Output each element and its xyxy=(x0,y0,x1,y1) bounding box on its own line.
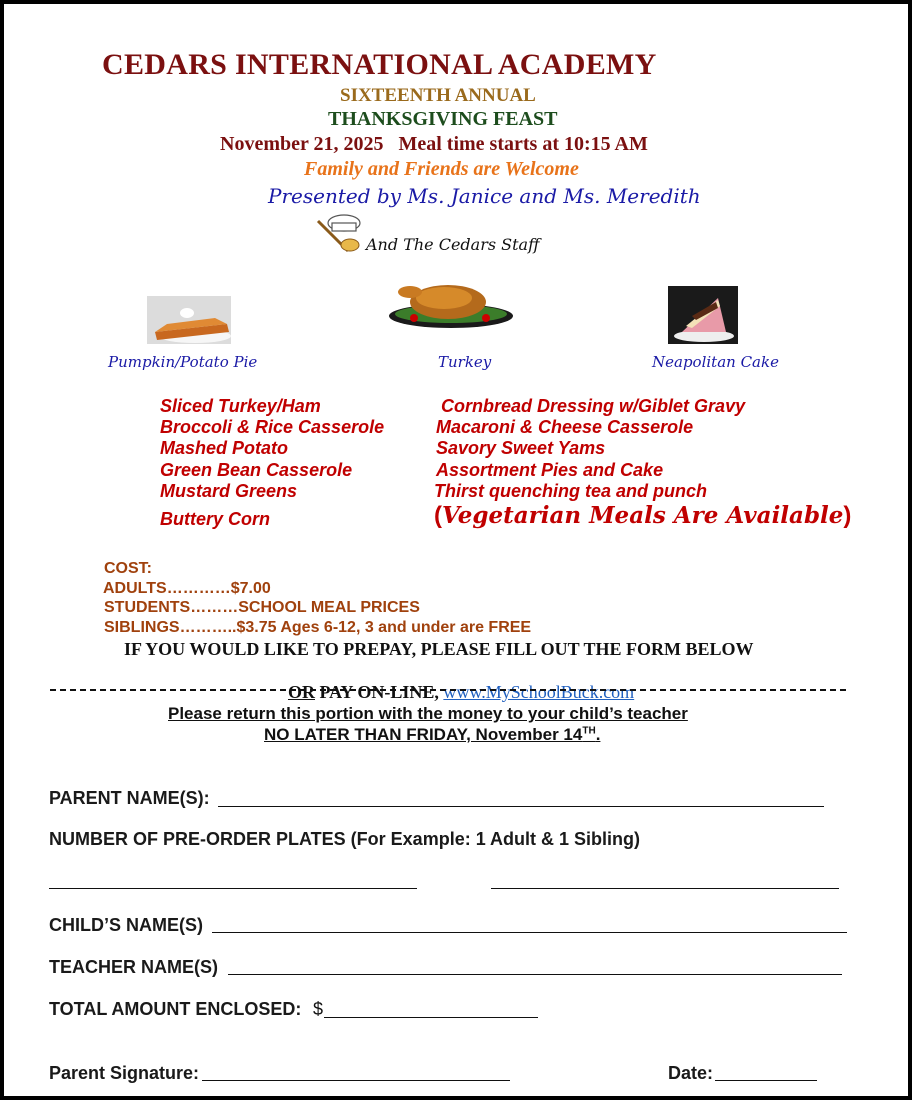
menu-item: Cornbread Dressing w/Giblet Gravy xyxy=(441,396,746,416)
child-name-label: CHILD’S NAME(S) xyxy=(49,915,203,935)
teacher-name-label: TEACHER NAME(S) xyxy=(49,957,218,977)
parent-signature-field[interactable] xyxy=(202,1080,510,1081)
menu-item: Assortment Pies and Cake xyxy=(436,460,664,480)
menu-item: Sliced Turkey/Ham xyxy=(160,396,321,416)
turkey-caption: Turkey xyxy=(438,353,492,371)
child-name-field[interactable] xyxy=(212,932,847,933)
total-amount-field[interactable] xyxy=(324,1017,538,1018)
plates-label: NUMBER OF PRE-ORDER PLATES (For Example: 1 Adult & 1 Sibling) xyxy=(49,829,641,849)
menu-item: Thirst quenching tea and punch xyxy=(434,481,708,501)
cost-siblings: SIBLINGS………..$3.75 Ages 6-12, 3 and under are FREE xyxy=(104,619,532,636)
deadline-superscript: TH xyxy=(582,725,596,737)
vegetarian-close-paren: ) xyxy=(843,502,852,529)
date-field[interactable] xyxy=(715,1080,817,1081)
menu-item: Macaroni & Cheese Casserole xyxy=(436,417,694,437)
welcome-text: Family and Friends are Welcome xyxy=(304,158,579,180)
edition-title: SIXTEENTH ANNUAL xyxy=(340,85,536,106)
deadline-period: . xyxy=(595,725,601,744)
menu-item: Green Bean Casserole xyxy=(160,460,353,480)
parent-name-field[interactable] xyxy=(218,806,824,807)
cost-adults: ADULTS…………$7.00 xyxy=(103,580,271,597)
staff-text: And The Cedars Staff xyxy=(366,235,540,254)
plates-field-left[interactable] xyxy=(49,888,417,889)
menu-item: Mashed Potato xyxy=(160,438,289,458)
menu-item: Broccoli & Rice Casserole xyxy=(160,417,385,437)
return-deadline xyxy=(264,725,600,745)
date-label: Date: xyxy=(668,1063,714,1083)
or-text: OR xyxy=(288,682,315,702)
event-title: THANKSGIVING FEAST xyxy=(328,108,558,130)
parent-signature-label: Parent Signature: xyxy=(49,1063,200,1083)
menu-item: Buttery Corn xyxy=(160,509,271,529)
plates-field-right[interactable] xyxy=(491,888,839,889)
cut-line-divider xyxy=(50,689,846,691)
total-amount-label: TOTAL AMOUNT ENCLOSED: xyxy=(49,999,302,1019)
turkey-image xyxy=(386,278,516,330)
return-instruction: Please return this portion with the money to your child’s teacher xyxy=(168,704,688,723)
neapolitan-cake-image xyxy=(668,286,738,344)
pumpkin-pie-image xyxy=(147,296,231,344)
cake-caption: Neapolitan Cake xyxy=(652,353,779,371)
teacher-name-field[interactable] xyxy=(228,974,842,975)
cost-heading: COST: xyxy=(104,560,152,577)
menu-item: Mustard Greens xyxy=(160,481,298,501)
cost-students: STUDENTS………SCHOOL MEAL PRICES xyxy=(104,599,420,616)
deadline-text: NO LATER THAN FRIDAY, November 14 xyxy=(264,725,583,744)
school-name: CEDARS INTERNATIONAL ACADEMY xyxy=(102,48,657,81)
pie-caption: Pumpkin/Potato Pie xyxy=(108,353,258,371)
chef-hat-spoon-icon xyxy=(314,211,366,255)
event-date-time: November 21, 2025 Meal time starts at 10:15 AM xyxy=(220,133,648,155)
pay-online-text: PAY ON-LINE, xyxy=(315,682,444,702)
vegetarian-note xyxy=(434,502,851,530)
prepay-instructions: IF YOU WOULD LIKE TO PREPAY, PLEASE FILL OUT THE FORM BELOW xyxy=(124,639,754,659)
menu-item: Savory Sweet Yams xyxy=(436,438,606,458)
dollar-sign: $ xyxy=(313,999,324,1019)
vegetarian-open-paren: ( xyxy=(434,502,442,529)
vegetarian-text: Vegetarian Meals Are Available xyxy=(442,502,844,529)
myschoolbuck-link[interactable]: www.MySchoolBuck.com xyxy=(443,682,635,702)
presented-by: Presented by Ms. Janice and Ms. Meredith xyxy=(268,184,701,208)
parent-name-label: PARENT NAME(S): xyxy=(49,788,210,808)
